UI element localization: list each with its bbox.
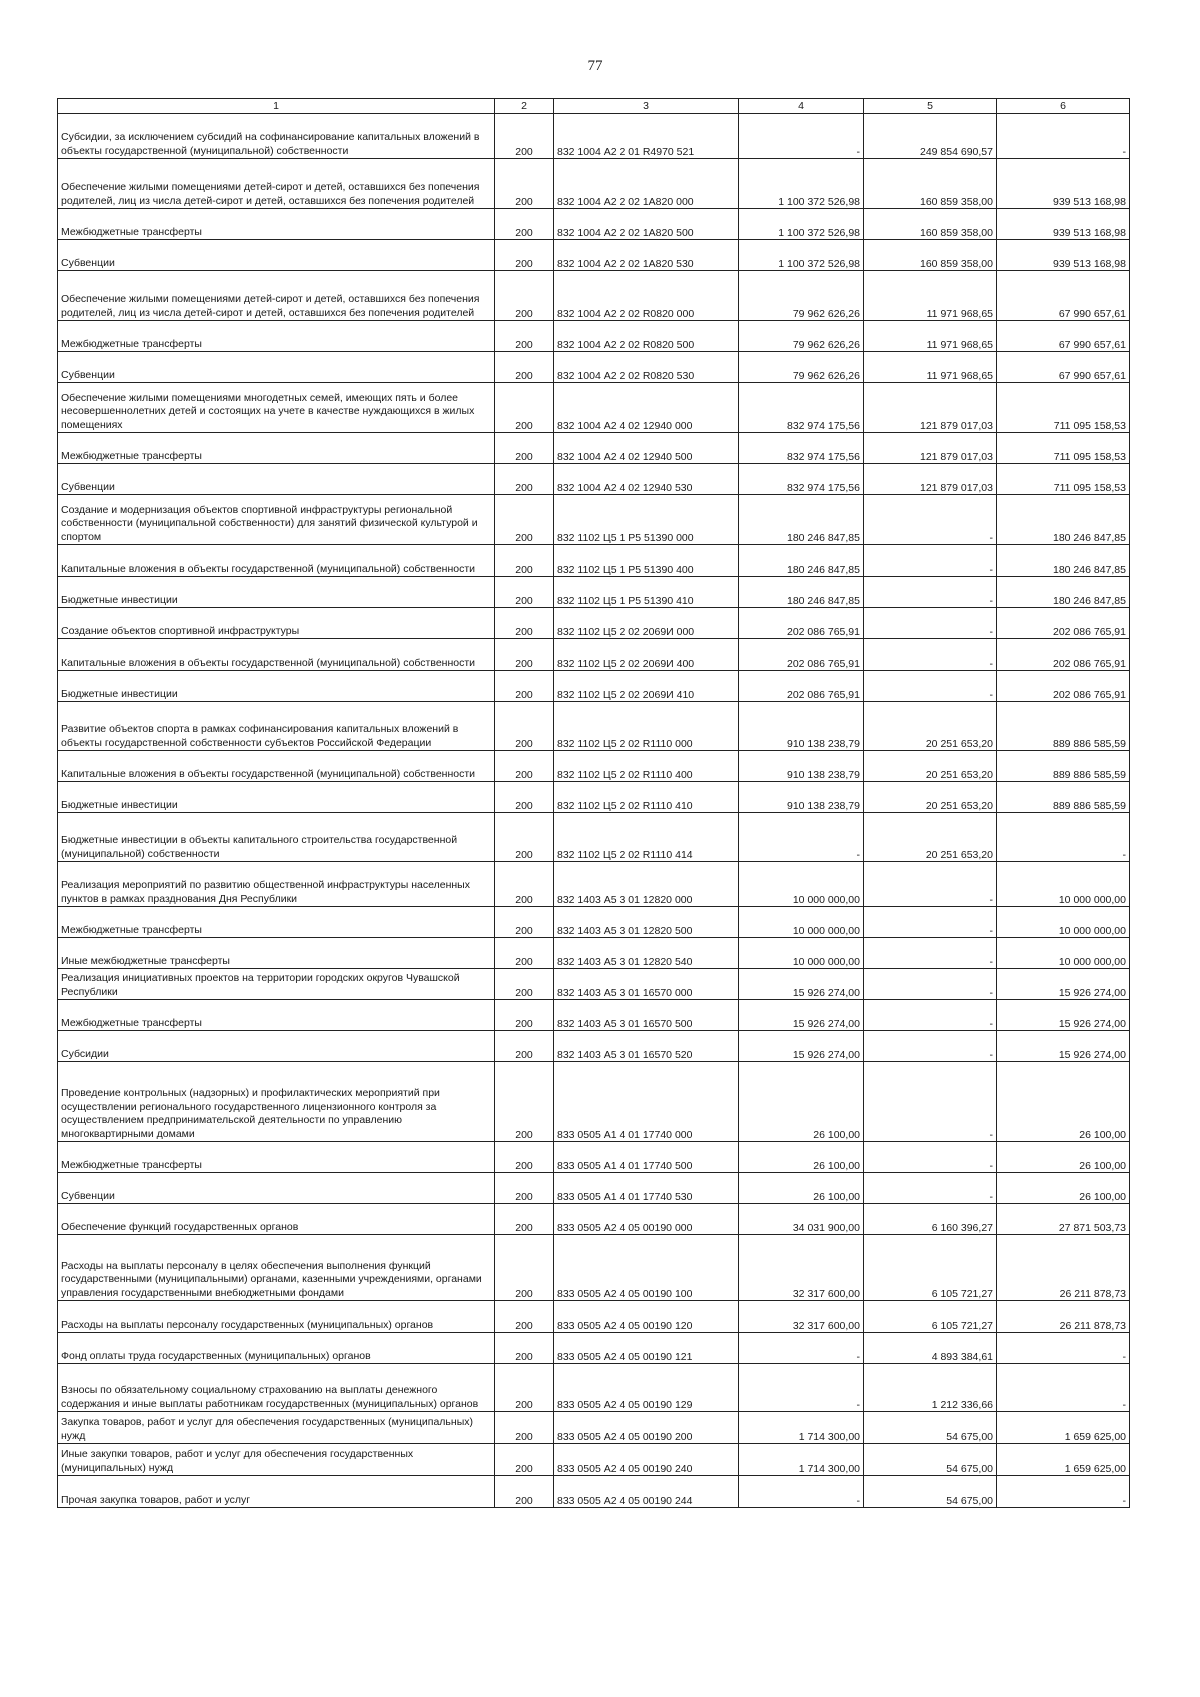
row-col6-cell: 1 659 625,00 (997, 1444, 1130, 1476)
row-col4-cell: 832 974 175,56 (739, 433, 864, 464)
row-col5-cell: - (864, 907, 997, 938)
row-col2-cell: 200 (495, 1301, 554, 1333)
row-col6-cell: 939 513 168,98 (997, 240, 1130, 271)
row-col6-cell: 10 000 000,00 (997, 862, 1130, 907)
row-col6-cell: 889 886 585,59 (997, 782, 1130, 813)
row-col6-cell: 15 926 274,00 (997, 969, 1130, 1000)
row-name-cell: Реализация инициативных проектов на территории городских округов Чувашской Республики (58, 969, 495, 1000)
row-code-cell: 832 1403 А5 3 01 16570 520 (554, 1031, 739, 1062)
row-name-cell: Обеспечение жилыми помещениями многодетных семей, имеющих пять и более несовершеннолетних детей и состоящих на учете в качестве нуждающихся в жилых помещениях (58, 383, 495, 433)
row-code-cell: 832 1004 А2 2 02 1А820 000 (554, 159, 739, 209)
row-code-cell: 832 1102 Ц5 2 02 2069И 000 (554, 608, 739, 639)
row-col6-cell: 27 871 503,73 (997, 1204, 1130, 1235)
row-code-cell: 833 0505 А2 4 05 00190 000 (554, 1204, 739, 1235)
row-name-cell: Субвенции (58, 352, 495, 383)
row-code-cell: 832 1102 Ц5 2 02 R1110 400 (554, 751, 739, 782)
row-col2-cell: 200 (495, 209, 554, 240)
row-col5-cell: - (864, 608, 997, 639)
table-row (58, 271, 1130, 321)
row-name-cell: Иные межбюджетные трансферты (58, 938, 495, 969)
row-name-cell: Капитальные вложения в объекты государственной (муниципальной) собственности (58, 639, 495, 671)
row-col2-cell: 200 (495, 545, 554, 577)
row-col6-cell: 67 990 657,61 (997, 321, 1130, 352)
row-col5-cell: 121 879 017,03 (864, 383, 997, 433)
row-col5-cell: 4 893 384,61 (864, 1333, 997, 1364)
table-row (58, 433, 1130, 464)
row-name-cell: Бюджетные инвестиции (58, 577, 495, 608)
row-name-cell: Межбюджетные трансферты (58, 209, 495, 240)
row-col4-cell: 26 100,00 (739, 1062, 864, 1142)
row-name-cell: Межбюджетные трансферты (58, 907, 495, 938)
row-code-cell: 832 1004 А2 4 02 12940 530 (554, 464, 739, 495)
row-col6-cell: 15 926 274,00 (997, 1000, 1130, 1031)
row-code-cell: 832 1004 А2 2 02 R0820 000 (554, 271, 739, 321)
row-col5-cell: - (864, 577, 997, 608)
table-row (58, 464, 1130, 495)
row-col4-cell: 79 962 626,26 (739, 352, 864, 383)
table-row (58, 321, 1130, 352)
row-col4-cell: 910 138 238,79 (739, 751, 864, 782)
row-col4-cell: - (739, 1364, 864, 1412)
row-col4-cell: - (739, 1476, 864, 1508)
row-col6-cell: - (997, 813, 1130, 862)
table-row (58, 862, 1130, 907)
row-col5-cell: 160 859 358,00 (864, 240, 997, 271)
row-col5-cell: - (864, 938, 997, 969)
table-row (58, 1235, 1130, 1301)
row-col4-cell: 202 086 765,91 (739, 608, 864, 639)
row-col5-cell: - (864, 545, 997, 577)
row-col6-cell: 67 990 657,61 (997, 352, 1130, 383)
table-row (58, 1142, 1130, 1173)
table-row (58, 639, 1130, 671)
row-col4-cell: 26 100,00 (739, 1173, 864, 1204)
row-code-cell: 833 0505 А2 4 05 00190 244 (554, 1476, 739, 1508)
row-col6-cell: 889 886 585,59 (997, 751, 1130, 782)
table-row (58, 1412, 1130, 1444)
row-code-cell: 832 1004 А2 2 02 R0820 500 (554, 321, 739, 352)
row-col2-cell: 200 (495, 1031, 554, 1062)
table-row (58, 608, 1130, 639)
row-col4-cell: 202 086 765,91 (739, 639, 864, 671)
row-col2-cell: 200 (495, 1142, 554, 1173)
row-col6-cell: 1 659 625,00 (997, 1412, 1130, 1444)
row-col4-cell: 832 974 175,56 (739, 383, 864, 433)
column-header: 5 (864, 99, 997, 114)
row-code-cell: 833 0505 А2 4 05 00190 240 (554, 1444, 739, 1476)
row-name-cell: Капитальные вложения в объекты государственной (муниципальной) собственности (58, 751, 495, 782)
row-col2-cell: 200 (495, 383, 554, 433)
row-code-cell: 833 0505 А2 4 05 00190 200 (554, 1412, 739, 1444)
row-name-cell: Создание объектов спортивной инфраструктуры (58, 608, 495, 639)
row-col6-cell: 202 086 765,91 (997, 671, 1130, 702)
row-col4-cell: 15 926 274,00 (739, 969, 864, 1000)
row-code-cell: 832 1102 Ц5 2 02 R1110 414 (554, 813, 739, 862)
row-name-cell: Субвенции (58, 464, 495, 495)
row-col2-cell: 200 (495, 671, 554, 702)
row-col4-cell: 10 000 000,00 (739, 907, 864, 938)
table-row (58, 1476, 1130, 1508)
column-header: 6 (997, 99, 1130, 114)
row-col2-cell: 200 (495, 639, 554, 671)
table-row (58, 1364, 1130, 1412)
row-col5-cell: - (864, 639, 997, 671)
row-code-cell: 832 1004 А2 2 02 R0820 530 (554, 352, 739, 383)
row-col4-cell: 79 962 626,26 (739, 271, 864, 321)
row-col5-cell: - (864, 1062, 997, 1142)
row-col5-cell: 20 251 653,20 (864, 813, 997, 862)
row-col6-cell: 202 086 765,91 (997, 608, 1130, 639)
row-code-cell: 832 1004 А2 2 02 1А820 530 (554, 240, 739, 271)
row-col5-cell: - (864, 969, 997, 1000)
row-col5-cell: - (864, 1000, 997, 1031)
row-name-cell: Создание и модернизация объектов спортивной инфраструктуры региональной собственности (муниципальной собственности) для занятий физической культурой и спортом (58, 495, 495, 545)
row-code-cell: 832 1403 А5 3 01 12820 000 (554, 862, 739, 907)
row-name-cell: Субвенции (58, 1173, 495, 1204)
table-row (58, 969, 1130, 1000)
row-col4-cell: 1 100 372 526,98 (739, 159, 864, 209)
row-col6-cell: 180 246 847,85 (997, 495, 1130, 545)
row-col5-cell: 11 971 968,65 (864, 271, 997, 321)
row-name-cell: Закупка товаров, работ и услуг для обеспечения государственных (муниципальных) нужд (58, 1412, 495, 1444)
row-col5-cell: 20 251 653,20 (864, 782, 997, 813)
row-name-cell: Проведение контрольных (надзорных) и профилактических мероприятий при осуществлении регионального государственного лицензионного контроля за осуществлением предпринимательской деятельности по управлению многоквартирными домами (58, 1062, 495, 1142)
row-col4-cell: 10 000 000,00 (739, 862, 864, 907)
row-col5-cell: - (864, 1173, 997, 1204)
row-col2-cell: 200 (495, 938, 554, 969)
row-name-cell: Межбюджетные трансферты (58, 1000, 495, 1031)
row-name-cell: Реализация мероприятий по развитию общественной инфраструктуры населенных пунктов в рамках празднования Дня Республики (58, 862, 495, 907)
row-col5-cell: - (864, 495, 997, 545)
table-row (58, 352, 1130, 383)
table-row (58, 1000, 1130, 1031)
row-col4-cell: 1 714 300,00 (739, 1444, 864, 1476)
row-code-cell: 832 1403 А5 3 01 12820 500 (554, 907, 739, 938)
table-row (58, 209, 1130, 240)
row-name-cell: Обеспечение функций государственных органов (58, 1204, 495, 1235)
row-code-cell: 832 1102 Ц5 2 02 R1110 000 (554, 702, 739, 751)
row-col4-cell: 832 974 175,56 (739, 464, 864, 495)
row-code-cell: 833 0505 А2 4 05 00190 120 (554, 1301, 739, 1333)
row-code-cell: 832 1403 А5 3 01 16570 000 (554, 969, 739, 1000)
row-col6-cell: 711 095 158,53 (997, 383, 1130, 433)
row-col2-cell: 200 (495, 1062, 554, 1142)
table-row (58, 1301, 1130, 1333)
row-col2-cell: 200 (495, 1412, 554, 1444)
row-col2-cell: 200 (495, 159, 554, 209)
row-col2-cell: 200 (495, 352, 554, 383)
row-col2-cell: 200 (495, 1000, 554, 1031)
row-name-cell: Межбюджетные трансферты (58, 321, 495, 352)
row-col5-cell: 54 675,00 (864, 1476, 997, 1508)
row-col5-cell: 121 879 017,03 (864, 464, 997, 495)
row-col5-cell: - (864, 671, 997, 702)
row-col5-cell: - (864, 1031, 997, 1062)
row-name-cell: Межбюджетные трансферты (58, 433, 495, 464)
row-code-cell: 832 1102 Ц5 2 02 2069И 400 (554, 639, 739, 671)
row-col4-cell: 1 100 372 526,98 (739, 209, 864, 240)
row-col2-cell: 200 (495, 495, 554, 545)
table-row (58, 159, 1130, 209)
table-row (58, 782, 1130, 813)
row-col6-cell: 26 211 878,73 (997, 1301, 1130, 1333)
row-code-cell: 833 0505 А1 4 01 17740 000 (554, 1062, 739, 1142)
row-col2-cell: 200 (495, 1333, 554, 1364)
row-col2-cell: 200 (495, 813, 554, 862)
row-col2-cell: 200 (495, 114, 554, 159)
row-code-cell: 833 0505 А2 4 05 00190 121 (554, 1333, 739, 1364)
row-col2-cell: 200 (495, 608, 554, 639)
row-code-cell: 833 0505 А2 4 05 00190 100 (554, 1235, 739, 1301)
row-code-cell: 832 1403 А5 3 01 16570 500 (554, 1000, 739, 1031)
row-col2-cell: 200 (495, 240, 554, 271)
table-row (58, 671, 1130, 702)
row-col2-cell: 200 (495, 1476, 554, 1508)
table-row (58, 1204, 1130, 1235)
table-row (58, 813, 1130, 862)
column-header: 1 (58, 99, 495, 114)
row-col5-cell: 54 675,00 (864, 1412, 997, 1444)
table-row (58, 938, 1130, 969)
table-row (58, 751, 1130, 782)
row-col6-cell: 939 513 168,98 (997, 159, 1130, 209)
row-col6-cell: 10 000 000,00 (997, 907, 1130, 938)
row-col6-cell: 180 246 847,85 (997, 577, 1130, 608)
table-row (58, 114, 1130, 159)
row-col2-cell: 200 (495, 751, 554, 782)
row-col4-cell: 32 317 600,00 (739, 1235, 864, 1301)
row-col4-cell: 34 031 900,00 (739, 1204, 864, 1235)
row-col2-cell: 200 (495, 1204, 554, 1235)
row-name-cell: Капитальные вложения в объекты государственной (муниципальной) собственности (58, 545, 495, 577)
row-col4-cell: 10 000 000,00 (739, 938, 864, 969)
row-col6-cell: 939 513 168,98 (997, 209, 1130, 240)
row-col6-cell: 711 095 158,53 (997, 464, 1130, 495)
table-row (58, 1062, 1130, 1142)
row-col6-cell: 26 100,00 (997, 1062, 1130, 1142)
row-col5-cell: 160 859 358,00 (864, 209, 997, 240)
table-row (58, 1333, 1130, 1364)
table-row (58, 702, 1130, 751)
row-col2-cell: 200 (495, 1235, 554, 1301)
row-name-cell: Субсидии, за исключением субсидий на софинансирование капитальных вложений в объекты государственной (муниципальной) собственности (58, 114, 495, 159)
row-name-cell: Бюджетные инвестиции в объекты капитального строительства государственной (муниципальной) собственности (58, 813, 495, 862)
row-name-cell: Обеспечение жилыми помещениями детей-сирот и детей, оставшихся без попечения родителей, лиц из числа детей-сирот и детей, оставшихся без попечения родителей (58, 159, 495, 209)
row-col5-cell: - (864, 1142, 997, 1173)
row-code-cell: 832 1102 Ц5 2 02 R1110 410 (554, 782, 739, 813)
row-col2-cell: 200 (495, 577, 554, 608)
row-col4-cell: 180 246 847,85 (739, 495, 864, 545)
row-code-cell: 832 1004 А2 4 02 12940 000 (554, 383, 739, 433)
row-code-cell: 832 1004 А2 2 01 R4970 521 (554, 114, 739, 159)
row-col5-cell: 54 675,00 (864, 1444, 997, 1476)
row-code-cell: 832 1403 А5 3 01 12820 540 (554, 938, 739, 969)
table-row (58, 1031, 1130, 1062)
row-col4-cell: 15 926 274,00 (739, 1000, 864, 1031)
row-name-cell: Расходы на выплаты персоналу в целях обеспечения выполнения функций государственными (муниципальными) органами, казенными учреждениями, органами управления государственными внебюджетными фондами (58, 1235, 495, 1301)
row-col6-cell: 26 211 878,73 (997, 1235, 1130, 1301)
row-col2-cell: 200 (495, 1444, 554, 1476)
row-col5-cell: 121 879 017,03 (864, 433, 997, 464)
row-col5-cell: 11 971 968,65 (864, 321, 997, 352)
row-col2-cell: 200 (495, 464, 554, 495)
row-col5-cell: 160 859 358,00 (864, 159, 997, 209)
row-col4-cell: 202 086 765,91 (739, 671, 864, 702)
row-col5-cell: 1 212 336,66 (864, 1364, 997, 1412)
table-row (58, 383, 1130, 433)
table-row (58, 1444, 1130, 1476)
row-col6-cell: 180 246 847,85 (997, 545, 1130, 577)
row-code-cell: 833 0505 А2 4 05 00190 129 (554, 1364, 739, 1412)
row-code-cell: 832 1102 Ц5 1 Р5 51390 400 (554, 545, 739, 577)
row-col2-cell: 200 (495, 907, 554, 938)
row-col4-cell: - (739, 114, 864, 159)
row-col5-cell: 20 251 653,20 (864, 751, 997, 782)
column-header: 2 (495, 99, 554, 114)
column-header: 3 (554, 99, 739, 114)
row-code-cell: 832 1004 А2 4 02 12940 500 (554, 433, 739, 464)
row-col4-cell: 180 246 847,85 (739, 545, 864, 577)
row-col5-cell: - (864, 862, 997, 907)
row-col2-cell: 200 (495, 321, 554, 352)
table-row (58, 495, 1130, 545)
row-name-cell: Бюджетные инвестиции (58, 782, 495, 813)
row-name-cell: Субвенции (58, 240, 495, 271)
row-name-cell: Развитие объектов спорта в рамках софинансирования капитальных вложений в объекты государственной собственности субъектов Российской Федерации (58, 702, 495, 751)
row-col5-cell: 6 160 396,27 (864, 1204, 997, 1235)
row-code-cell: 832 1004 А2 2 02 1А820 500 (554, 209, 739, 240)
row-code-cell: 832 1102 Ц5 1 Р5 51390 000 (554, 495, 739, 545)
row-col2-cell: 200 (495, 1173, 554, 1204)
row-col4-cell: 79 962 626,26 (739, 321, 864, 352)
row-name-cell: Взносы по обязательному социальному страхованию на выплаты денежного содержания и иные выплаты работникам государственных (муниципальных) органов (58, 1364, 495, 1412)
row-col6-cell: 67 990 657,61 (997, 271, 1130, 321)
row-name-cell: Бюджетные инвестиции (58, 671, 495, 702)
row-col5-cell: 249 854 690,57 (864, 114, 997, 159)
row-col2-cell: 200 (495, 702, 554, 751)
row-col6-cell: 26 100,00 (997, 1173, 1130, 1204)
row-col5-cell: 6 105 721,27 (864, 1235, 997, 1301)
row-col4-cell: 1 714 300,00 (739, 1412, 864, 1444)
row-name-cell: Обеспечение жилыми помещениями детей-сирот и детей, оставшихся без попечения родителей, лиц из числа детей-сирот и детей, оставшихся без попечения родителей (58, 271, 495, 321)
row-col4-cell: 910 138 238,79 (739, 702, 864, 751)
row-col4-cell: 1 100 372 526,98 (739, 240, 864, 271)
table-row (58, 577, 1130, 608)
budget-table (57, 98, 1130, 1508)
column-header: 4 (739, 99, 864, 114)
row-col4-cell: 180 246 847,85 (739, 577, 864, 608)
table-row (58, 545, 1130, 577)
row-col5-cell: 11 971 968,65 (864, 352, 997, 383)
row-name-cell: Субсидии (58, 1031, 495, 1062)
row-col6-cell: 202 086 765,91 (997, 639, 1130, 671)
row-col2-cell: 200 (495, 969, 554, 1000)
row-col2-cell: 200 (495, 862, 554, 907)
row-col5-cell: 20 251 653,20 (864, 702, 997, 751)
row-col6-cell: - (997, 1364, 1130, 1412)
row-name-cell: Прочая закупка товаров, работ и услуг (58, 1476, 495, 1508)
row-code-cell: 833 0505 А1 4 01 17740 530 (554, 1173, 739, 1204)
row-col2-cell: 200 (495, 782, 554, 813)
row-name-cell: Иные закупки товаров, работ и услуг для обеспечения государственных (муниципальных) нужд (58, 1444, 495, 1476)
row-col6-cell: - (997, 114, 1130, 159)
row-col6-cell: 10 000 000,00 (997, 938, 1130, 969)
row-col4-cell: - (739, 1333, 864, 1364)
row-col6-cell: 26 100,00 (997, 1142, 1130, 1173)
row-name-cell: Расходы на выплаты персоналу государственных (муниципальных) органов (58, 1301, 495, 1333)
row-col4-cell: 15 926 274,00 (739, 1031, 864, 1062)
row-col4-cell: - (739, 813, 864, 862)
row-col6-cell: 711 095 158,53 (997, 433, 1130, 464)
row-code-cell: 832 1102 Ц5 1 Р5 51390 410 (554, 577, 739, 608)
row-col4-cell: 910 138 238,79 (739, 782, 864, 813)
row-col2-cell: 200 (495, 1364, 554, 1412)
table-row (58, 1173, 1130, 1204)
table-row (58, 907, 1130, 938)
row-col2-cell: 200 (495, 271, 554, 321)
table-row (58, 240, 1130, 271)
row-col5-cell: 6 105 721,27 (864, 1301, 997, 1333)
page-number: 77 (587, 58, 603, 74)
row-code-cell: 832 1102 Ц5 2 02 2069И 410 (554, 671, 739, 702)
row-name-cell: Фонд оплаты труда государственных (муниципальных) органов (58, 1333, 495, 1364)
row-name-cell: Межбюджетные трансферты (58, 1142, 495, 1173)
row-code-cell: 833 0505 А1 4 01 17740 500 (554, 1142, 739, 1173)
row-col4-cell: 26 100,00 (739, 1142, 864, 1173)
row-col6-cell: - (997, 1476, 1130, 1508)
row-col4-cell: 32 317 600,00 (739, 1301, 864, 1333)
row-col2-cell: 200 (495, 433, 554, 464)
row-col6-cell: 889 886 585,59 (997, 702, 1130, 751)
column-header-row (58, 99, 1130, 114)
row-col6-cell: - (997, 1333, 1130, 1364)
row-col6-cell: 15 926 274,00 (997, 1031, 1130, 1062)
